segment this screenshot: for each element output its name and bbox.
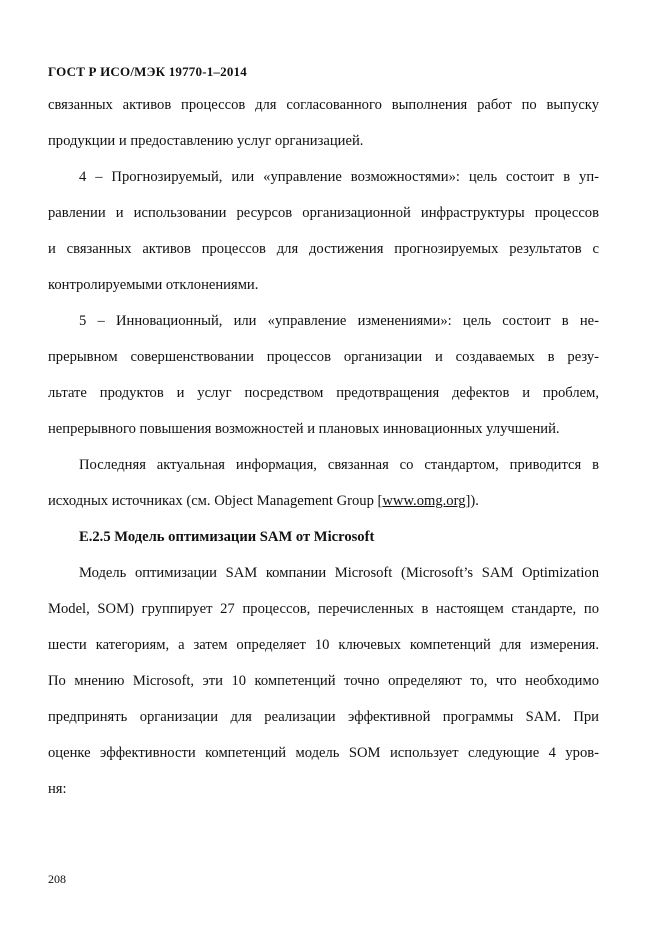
text-line: 5 – Инновационный, или «управление изменениями»: цель состоит в не-	[79, 313, 599, 329]
text-line-with-link	[48, 492, 479, 510]
text-line: равлении и использовании ресурсов организационной инфраструктуры процессов	[48, 205, 599, 221]
text-line: По мнению Microsoft, эти 10 компетенций точно определяют то, что необходимо	[48, 673, 599, 689]
omg-link[interactable]: www.omg.org	[382, 493, 466, 509]
text-line: прерывном совершенствовании процессов организации и создаваемых в резу-	[48, 349, 599, 365]
text-line: ня:	[48, 781, 67, 797]
text-line: Model, SOM) группирует 27 процессов, перечисленных в настоящем стандарте, по	[48, 601, 599, 617]
text-line: и связанных активов процессов для достижения прогнозируемых результатов с	[48, 241, 599, 257]
source-text-before: исходных источниках (см. Object Management Group [	[48, 493, 383, 509]
section-heading: Е.2.5 Модель оптимизации SAM от Microsoft	[79, 529, 375, 545]
text-line: льтате продуктов и услуг посредством предотвращения дефектов и проблем,	[48, 385, 599, 401]
text-line: контролируемыми отклонениями.	[48, 277, 259, 293]
source-text-after: ]).	[465, 493, 479, 509]
text-line: оценке эффективности компетенций модель SOM использует следующие 4 уров-	[48, 745, 599, 761]
page-number: 208	[48, 872, 66, 886]
text-line: Модель оптимизации SAM компании Microsoft (Microsoft’s SAM Optimization	[79, 565, 599, 581]
text-line: предпринять организации для реализации эффективной программы SAM. При	[48, 709, 599, 725]
text-line: продукции и предоставлению услуг организацией.	[48, 133, 364, 149]
text-line: шести категориям, а затем определяет 10 ключевых компетенций для измерения.	[48, 637, 599, 653]
text-line: непрерывного повышения возможностей и плановых инновационных улучшений.	[48, 421, 560, 437]
text-line: Последняя актуальная информация, связанная со стандартом, приводится в	[79, 457, 599, 473]
text-line: 4 – Прогнозируемый, или «управление возможностями»: цель состоит в уп-	[79, 169, 599, 185]
text-line: связанных активов процессов для согласованного выполнения работ по выпуску	[48, 97, 599, 113]
document-header: ГОСТ Р ИСО/МЭК 19770-1–2014	[48, 64, 247, 79]
